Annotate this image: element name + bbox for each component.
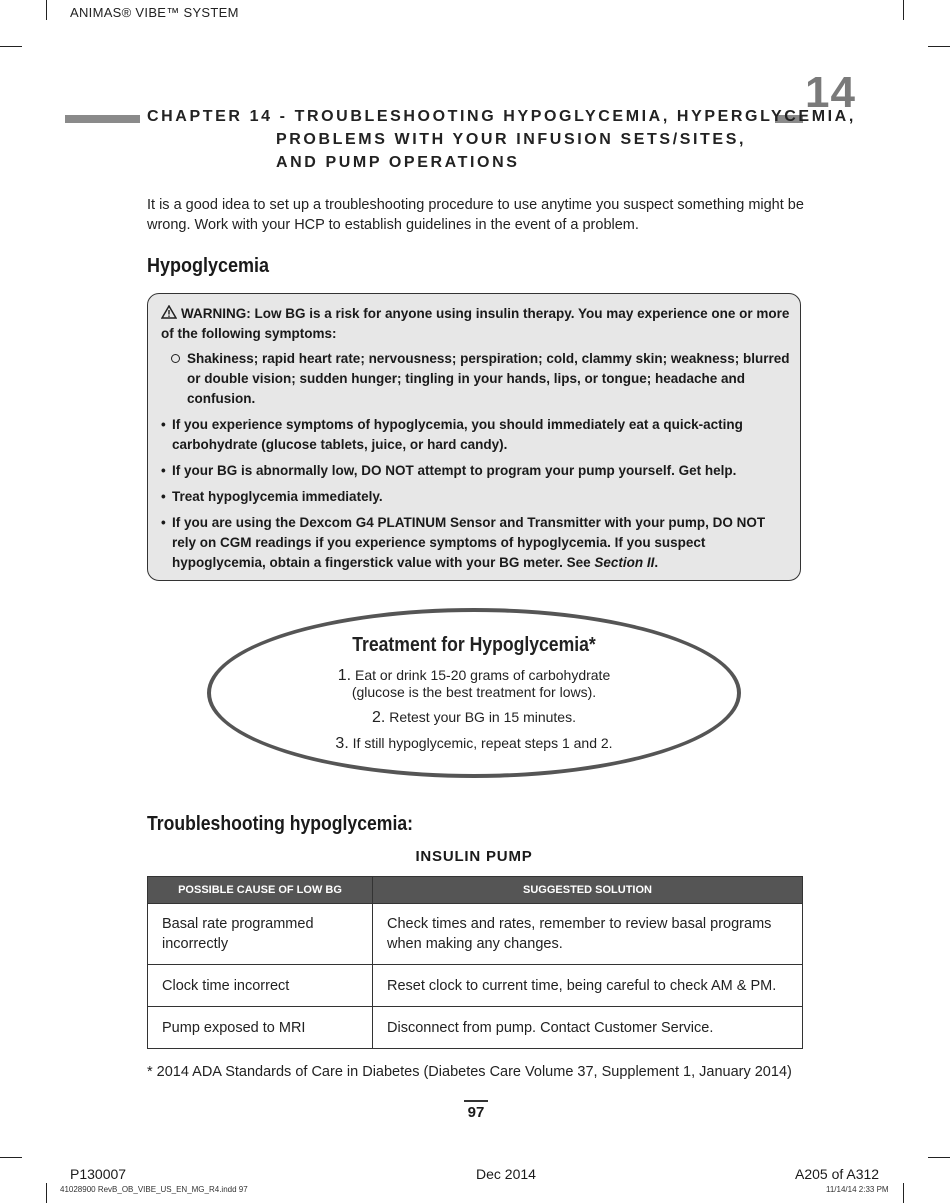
print-slug-file: 41028900 RevB_OB_VIBE_US_EN_MG_R4.indd 97 <box>60 1185 248 1194</box>
solution-cell: Check times and rates, remember to review basal programs when making any changes. <box>373 904 803 965</box>
symptoms-item <box>161 349 791 409</box>
chapter-title <box>147 105 856 174</box>
bullet-text: If your BG is abnormally low, <box>172 463 362 478</box>
do-not-emphasis: DO NOT <box>712 515 766 530</box>
chapter-title-line: CHAPTER 14 - TROUBLESHOOTING HYPOGLYCEMIA, HYPERGLYCEMIA, <box>147 108 856 125</box>
bullet-text: If you are using the Dexcom G4 PLATINUM Sensor and Transmitter with your pump, <box>172 515 713 530</box>
table-row <box>148 904 803 965</box>
bullet-text: rely on CGM readings if you experience symptoms of hypoglycemia. If you suspect hypoglycemia, obtain a fingerstick value with your BG meter. See <box>172 535 706 570</box>
footnote: * 2014 ADA Standards of Care in Diabetes (Diabetes Care Volume 37, Supplement 1, January 2014) <box>147 1064 792 1080</box>
table-row <box>148 965 803 1007</box>
cause-cell: Pump exposed to MRI <box>148 1007 373 1049</box>
chapter-title-line: AND PUMP OPERATIONS <box>276 154 520 171</box>
warning-bullet <box>161 461 791 481</box>
crop-mark <box>903 0 904 20</box>
solution-cell: Reset clock to current time, being careful to check AM & PM. <box>373 965 803 1007</box>
solution-cell: Disconnect from pump. Contact Customer Service. <box>373 1007 803 1049</box>
warning-triangle-icon <box>161 305 177 319</box>
step-number: 2. <box>372 709 386 726</box>
column-header: SUGGESTED SOLUTION <box>373 877 803 904</box>
warning-lead-text: WARNING: Low BG is a risk for anyone using insulin therapy. You may experience one or more of the following symptoms: <box>161 306 790 341</box>
chapter-number: 14 <box>805 68 856 117</box>
step-number: 1. <box>337 667 352 684</box>
section-reference: Section II <box>594 555 655 570</box>
chapter-rule-left <box>65 115 140 123</box>
bullet-icon: • <box>161 489 166 504</box>
warning-lead <box>161 304 791 344</box>
step-text: If still hypoglycemic, repeat steps 1 and 2. <box>348 735 613 751</box>
footer-page-ref: A205 of A312 <box>795 1166 880 1182</box>
symptoms-text: Shakiness; rapid heart rate; nervousness; perspiration; cold, clammy skin; weakness; blurred or double vision; sudden hunger; tingling in your hands, lips, or tongue; headache and confusion. <box>187 351 790 406</box>
treatment-title: Treatment for Hypoglycemia* <box>352 634 596 656</box>
step-text: Retest your BG in 15 minutes. <box>385 709 576 725</box>
cause-cell: Basal rate programmed incorrectly <box>148 904 373 965</box>
crop-mark <box>0 46 22 47</box>
troubleshooting-heading: Troubleshooting hypoglycemia: <box>147 813 413 835</box>
running-head: ANIMAS® VIBE™ SYSTEM <box>70 5 239 20</box>
footer-date: Dec 2014 <box>476 1166 536 1182</box>
bullet-icon: • <box>161 463 166 478</box>
warning-bullet <box>161 513 791 573</box>
step-text: (glucose is the best treatment for lows). <box>351 684 597 700</box>
table-caption: INSULIN PUMP <box>415 848 533 865</box>
crop-mark <box>0 1157 22 1158</box>
treatment-steps <box>207 667 741 761</box>
treatment-step <box>207 735 741 752</box>
bullet-text: . <box>654 555 659 570</box>
bullet-text: If you experience symptoms of hypoglycemia, you should immediately eat a quick-acting carbohydrate (glucose tablets, juice, or hard candy). <box>172 417 743 452</box>
intro-paragraph: It is a good idea to set up a troubleshooting procedure to use anytime you suspect something might be wrong. Work with your HCP to establish guidelines in the event of a problem. <box>147 197 804 233</box>
warning-bullet <box>161 415 791 455</box>
bullet-icon: • <box>161 417 166 432</box>
step-number: 3. <box>335 735 349 752</box>
page-number: 97 <box>467 1104 485 1121</box>
treatment-step <box>207 667 741 700</box>
page-number-rule <box>464 1100 488 1102</box>
bullet-icon: • <box>161 515 166 530</box>
bullet-text: Treat hypoglycemia immediately. <box>172 489 383 504</box>
table-header-row <box>148 877 803 904</box>
crop-mark <box>928 1157 950 1158</box>
cause-cell: Clock time incorrect <box>148 965 373 1007</box>
table-row <box>148 1007 803 1049</box>
print-slug-timestamp: 11/14/14 2:33 PM <box>826 1185 889 1194</box>
warning-content <box>161 304 791 573</box>
step-text: Eat or drink 15-20 grams of carbohydrate <box>351 667 611 683</box>
crop-mark <box>46 0 47 20</box>
circle-bullet-icon <box>171 354 180 363</box>
crop-mark <box>46 1183 47 1203</box>
section-heading: Hypoglycemia <box>147 255 270 277</box>
do-not-emphasis: DO NOT <box>361 463 414 478</box>
troubleshooting-table <box>147 876 803 1049</box>
chapter-title-line: PROBLEMS WITH YOUR INFUSION SETS/SITES, <box>276 131 747 148</box>
treatment-step <box>207 709 741 726</box>
bullet-text: attempt to program your pump yourself. Get help. <box>413 463 737 478</box>
crop-mark <box>928 46 950 47</box>
column-header: POSSIBLE CAUSE OF LOW BG <box>148 877 373 904</box>
crop-mark <box>903 1183 904 1203</box>
warning-bullet <box>161 487 791 507</box>
footer-document-id: P130007 <box>70 1166 127 1182</box>
